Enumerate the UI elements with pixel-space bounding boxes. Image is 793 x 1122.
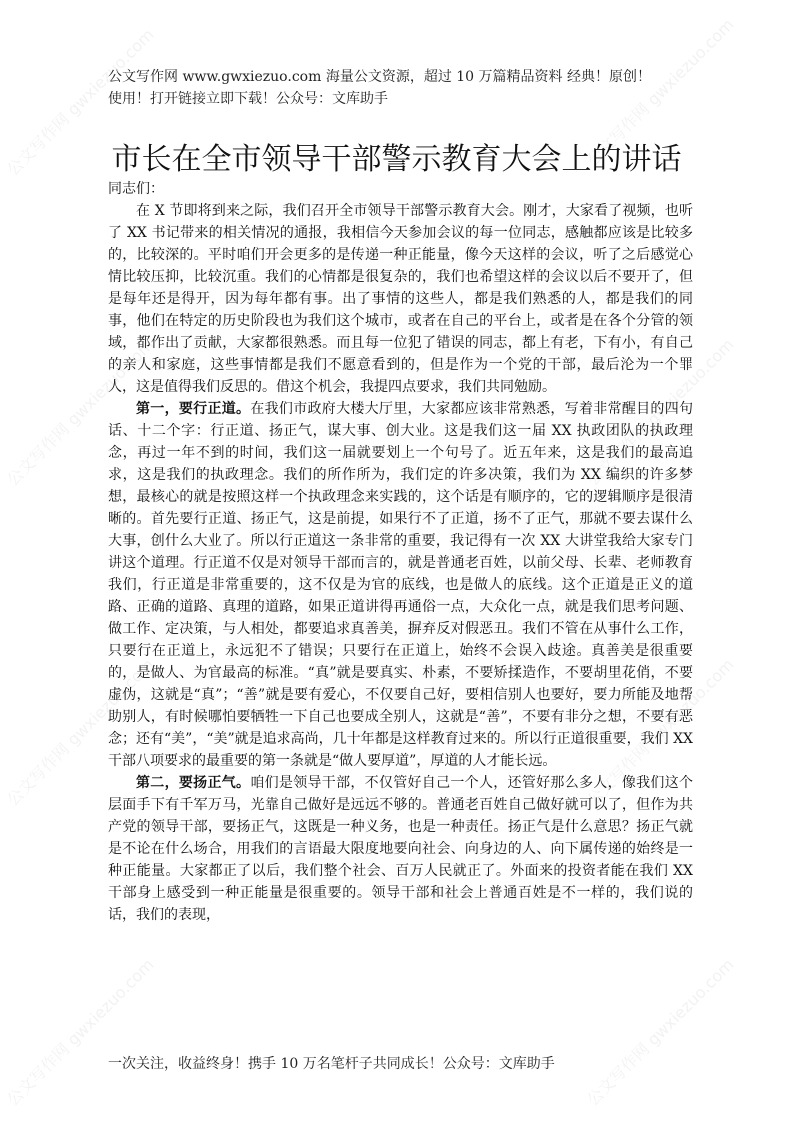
- paragraph-heading: 第一，要行正道。: [136, 401, 251, 417]
- header-line-2: 使用！打开链接立即下载！公众号：文库助手: [108, 91, 388, 107]
- document-body: [108, 178, 693, 926]
- watermark: 公文写作网 gwxiezuo.com: [583, 334, 738, 490]
- paragraph-text: 在 X 节即将到来之际，我们召开全市领导干部警示教育大会。刚才，大家看了视频，也听了 XX 书记带来的相关情况的通报，我相信今天参加会议的每一位同志，感触都应该是比较多的，比较深的。平时咱们开会更多的是传递一种正能量，像今天这样的会议，听了之后感觉心情比较压抑，比较沉重。我们的心情都是很复杂的，我们也希望这样的会议以后不要开了，但是每年还是得开，因为每年都有事。出了事情的这些人，都是我们熟悉的人，都是我们的同事，他们在特定的历史阶段也为我们这个城市，或者在自己的平台上，或者是在各个分管的领域，都作出了贡献，大家都很熟悉。而且每一位犯了错误的同志，都上有老，下有小，有自己的亲人和家庭，这些事情都是我们不愿意看到的，但是作为一个党的干部，最后沦为一个罪人，这是值得我们反思的。借这个机会，我提四点要求，我们共同勉励。: [108, 203, 693, 395]
- paragraph-heading: 第二，要扬正气。: [136, 775, 251, 791]
- watermark: 公文写作网 gwxiezuo.com: [3, 334, 158, 490]
- paragraph-text: 在我们市政府大楼大厅里，大家都应该非常熟悉，写着非常醒目的四句话、十二个字：行正道、扬正气，谋大事、创大业。这是我们这一届 XX 执政团队的执政理念，再过一年不到的时间，我们这一届就要划上一个句号了。近五年来，这是我们的最高追求，这是我们的执政理念。我们的所作所为，我们定的许多决策，我们为 XX 编织的许多梦想，最核心的就是按照这样一个执政理念来实践的，这个话是有顺序的，它的逻辑顺序是很清晰的。首先要行正道、扬正气，这是前提，如果行不了正道，扬不了正气，那就不要去谋什么大事，创什么大业了。所以行正道这一条非常的重要，我记得有一次 XX 大讲堂我给大家专门讲这个道理。行正道不仅是对领导干部而言的，就是普通老百姓，以前父母、长辈、老师教育我们，行正道是非常重要的，这不仅是为官的底线，也是做人的底线。这个正道是正义的道路、正确的道路、真理的道路，如果正道讲得再通俗一点，大众化一点，就是我们思考问题、做工作、定决策，与人相处，都要追求真善美，摒弃反对假恶丑。我们不管在从事什么工作，只要行在正道上，永远犯不了错误；只要行在正道上，始终不会误入歧途。真善美是很重要的，是做人、为官最高的标准。“真”就是要真实、朴素，不要矫揉造作，不要胡里花俏，不要虚伪，这就是“真”；“善”就是要有爱心，不仅要自己好，要相信别人也要好，要力所能及地帮助别人，有时候哪怕要牺牲一下自己也要成全别人，这就是“善”，不要有非分之想，不要有恶念；还有“美”，“美”就是追求高尚，几十年都是这样教育过来的。所以行正道很重要，我们 XX 干部八项要求的最重要的第一条就是“做人要厚道”，厚道的人才能长远。: [108, 401, 694, 769]
- page-footer: 一次关注，收益终身！携手 10 万名笔杆子共同成长！公众号：文库助手: [108, 1056, 555, 1072]
- paragraph-text: 咱们是领导干部，不仅管好自己一个人，还管好那么多人，像我们这个层面手下有千军万马，光靠自己做好是远远不够的。普通老百姓自己做好就可以了，但作为共产党的领导干部，要扬正气，这既是一种义务，也是一种责任。扬正气是什么意思？扬正气就是不论在什么场合，用我们的言语最大限度地要向社会、向身边的人、向下属传递的始终是一种正能量。大家都正了以后，我们整个社会、百万人民就正了。外面来的投资者能在我们 XX 干部身上感受到一种正能量是很重要的。领导干部和社会上普通百姓是不一样的，我们说的话，我们的表现，: [108, 775, 694, 923]
- paragraph-second-point: [108, 772, 693, 926]
- paragraph-intro: [108, 200, 693, 398]
- watermark: 公文写作网 gwxiezuo.com: [583, 14, 738, 170]
- document-title: 市长在全市领导干部警示教育大会上的讲话: [111, 142, 682, 177]
- paragraph-first-point: [108, 398, 693, 772]
- watermark: 公文写作网 gwxiezuo.com: [3, 654, 158, 810]
- watermark: 公文写作网 gwxiezuo.com: [583, 954, 738, 1110]
- watermark: 公文写作网 gwxiezuo.com: [583, 654, 738, 810]
- watermark: 公文写作网 gwxiezuo.com: [3, 954, 158, 1110]
- header-line-1: 公文写作网 www.gwxiezuo.com 海量公文资源，超过 10 万篇精品资料 经典！原创！: [108, 69, 651, 85]
- watermark: 公文写作网 gwxiezuo.com: [3, 24, 158, 180]
- salutation: 同志们：: [108, 181, 164, 197]
- page-header: [108, 66, 708, 110]
